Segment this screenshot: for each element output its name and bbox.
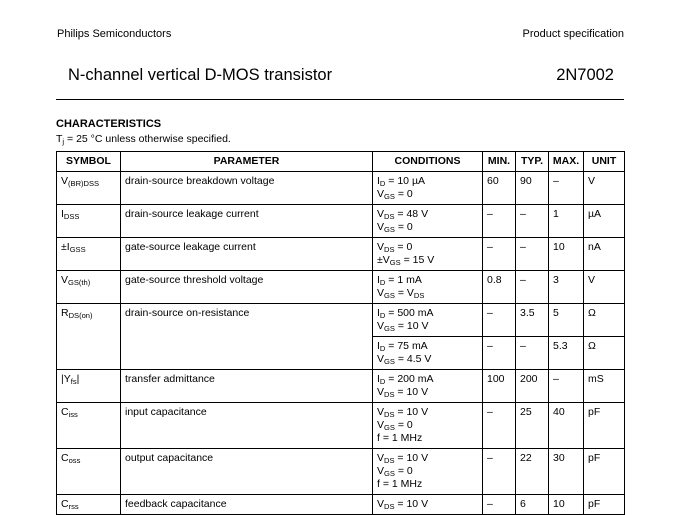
typ-cell: 25 (516, 403, 549, 449)
document-type: Product specification (522, 28, 624, 40)
column-header: CONDITIONS (373, 152, 483, 172)
min-cell: – (483, 495, 516, 515)
max-cell: 5 (549, 304, 584, 337)
parameter-cell: gate-source threshold voltage (121, 271, 373, 304)
typ-cell: 200 (516, 370, 549, 403)
parameter-cell: drain-source breakdown voltage (121, 172, 373, 205)
unit-cell: Ω (584, 304, 625, 337)
conditions-cell: $I_D = 500$ mA $V_{GS} = 10$ V (373, 304, 483, 337)
table-row (57, 172, 625, 205)
unit-cell: mS (584, 370, 625, 403)
column-header: UNIT (584, 152, 625, 172)
section-title: CHARACTERISTICS (56, 118, 162, 130)
parameter-cell: drain-source on-resistance (121, 304, 373, 370)
unit-cell: Ω (584, 337, 625, 370)
characteristics-table (56, 151, 625, 515)
min-cell: – (483, 238, 516, 271)
max-cell: – (549, 172, 584, 205)
max-cell: 1 (549, 205, 584, 238)
min-cell: – (483, 337, 516, 370)
parameter-cell: input capacitance (121, 403, 373, 449)
max-cell: 5.3 (549, 337, 584, 370)
max-cell: 30 (549, 449, 584, 495)
table-row (57, 495, 625, 515)
column-header: TYP. (516, 152, 549, 172)
unit-cell: pF (584, 495, 625, 515)
min-cell: – (483, 403, 516, 449)
min-cell: 60 (483, 172, 516, 205)
column-header: SYMBOL (57, 152, 121, 172)
conditions-cell: $I_D = 75$ mA $V_{GS} = 4.5$ V (373, 337, 483, 370)
column-header: PARAMETER (121, 152, 373, 172)
table-header-row (57, 152, 625, 172)
header-divider (56, 99, 624, 100)
document-title: N-channel vertical D-MOS transistor (68, 66, 333, 84)
symbol-cell: $V_{GS(th)}$ (57, 271, 121, 304)
min-cell: 100 (483, 370, 516, 403)
symbol-cell: $C_{iss}$ (57, 403, 121, 449)
min-cell: – (483, 304, 516, 337)
table-row (57, 449, 625, 495)
section-note: $T_j = 25$ °C unless otherwise specified. (56, 133, 231, 146)
unit-cell: V (584, 271, 625, 304)
max-cell: 40 (549, 403, 584, 449)
table-row (57, 304, 625, 337)
unit-cell: V (584, 172, 625, 205)
parameter-cell: drain-source leakage current (121, 205, 373, 238)
conditions-cell: $V_{DS} = 10$ V $V_{GS} = 0$ f = 1 MHz (373, 449, 483, 495)
symbol-cell: $\pm I_{GSS}$ (57, 238, 121, 271)
typ-cell: 6 (516, 495, 549, 515)
table-row (57, 238, 625, 271)
typ-cell: – (516, 238, 549, 271)
table-row (57, 205, 625, 238)
typ-cell: 22 (516, 449, 549, 495)
symbol-cell: $C_{oss}$ (57, 449, 121, 495)
symbol-cell: $|Y_{fs}|$ (57, 370, 121, 403)
max-cell: 3 (549, 271, 584, 304)
parameter-cell: transfer admittance (121, 370, 373, 403)
table-row (57, 271, 625, 304)
conditions-cell: $I_D = 1$ mA $V_{GS} = V_{DS}$ (373, 271, 483, 304)
symbol-cell: $C_{rss}$ (57, 495, 121, 515)
table-row (57, 370, 625, 403)
min-cell: – (483, 449, 516, 495)
conditions-cell: $V_{DS} = 10$ V $V_{GS} = 0$ f = 1 MHz (373, 403, 483, 449)
parameter-cell: output capacitance (121, 449, 373, 495)
max-cell: 10 (549, 495, 584, 515)
company-name: Philips Semiconductors (57, 28, 172, 40)
max-cell: – (549, 370, 584, 403)
typ-cell: – (516, 337, 549, 370)
unit-cell: µA (584, 205, 625, 238)
typ-cell: 3.5 (516, 304, 549, 337)
part-number: 2N7002 (556, 66, 614, 84)
conditions-cell: $V_{DS} = 0$ $\pm V_{GS} = 15$ V (373, 238, 483, 271)
parameter-cell: feedback capacitance (121, 495, 373, 515)
symbol-cell: $I_{DSS}$ (57, 205, 121, 238)
conditions-cell: $V_{DS} = 10$ V (373, 495, 483, 515)
unit-cell: nA (584, 238, 625, 271)
column-header: MIN. (483, 152, 516, 172)
unit-cell: pF (584, 449, 625, 495)
max-cell: 10 (549, 238, 584, 271)
parameter-cell: gate-source leakage current (121, 238, 373, 271)
symbol-cell: $R_{DS(on)}$ (57, 304, 121, 370)
conditions-cell: $V_{DS} = 48$ V $V_{GS} = 0$ (373, 205, 483, 238)
typ-cell: – (516, 205, 549, 238)
table-row (57, 403, 625, 449)
unit-cell: pF (584, 403, 625, 449)
column-header: MAX. (549, 152, 584, 172)
symbol-cell: $V_{(BR)DSS}$ (57, 172, 121, 205)
min-cell: – (483, 205, 516, 238)
min-cell: 0.8 (483, 271, 516, 304)
conditions-cell: $I_D = 10$ µA $V_{GS} = 0$ (373, 172, 483, 205)
conditions-cell: $I_D = 200$ mA $V_{DS} = 10$ V (373, 370, 483, 403)
typ-cell: – (516, 271, 549, 304)
typ-cell: 90 (516, 172, 549, 205)
